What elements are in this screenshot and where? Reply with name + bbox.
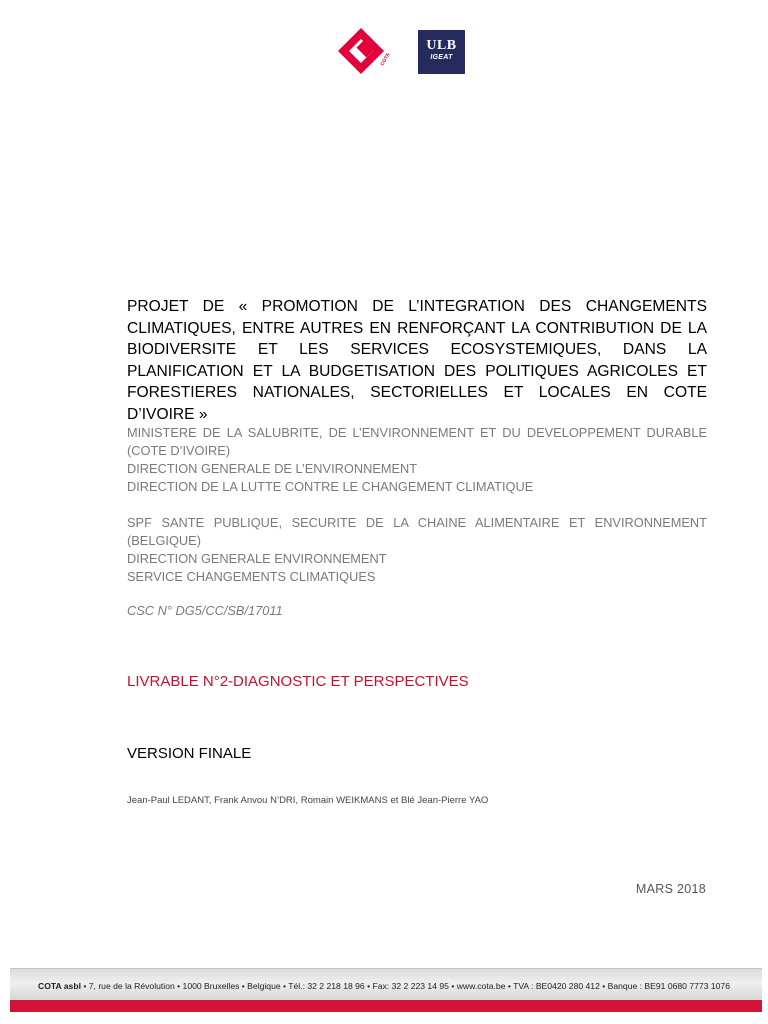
- deliverable-title: LIVRABLE N°2-DIAGNOSTIC ET PERSPECTIVES: [127, 673, 469, 690]
- ulb-igeat-logo: [418, 30, 465, 74]
- footer-accent-bar: [10, 1000, 762, 1012]
- footer-contact-details: • 7, rue de la Révolution • 1000 Bruxelles • Belgique • Tél.: 32 2 218 18 96 • Fax: 32 2 223 14 95 • www.cota.be • TVA : BE0420 280 412 • Banque : BE91 0680 7773 1076: [80, 981, 730, 991]
- document-date: MARS 2018: [635, 882, 706, 896]
- ministry-name: SPF SANTE PUBLIQUE, SECURITE DE LA CHAINE ALIMENTAIRE ET ENVIRONNEMENT (BELGIQUE): [127, 515, 707, 548]
- authors-line: Jean-Paul LEDANT, Frank Anvou N’DRI, Romain WEIKMANS et Blé Jean-Pierre YAO: [127, 795, 489, 806]
- ivory-coast-ministry-block: [127, 424, 707, 496]
- cota-logo: [335, 26, 393, 80]
- ulb-logo-sub-text: IGEAT: [430, 54, 453, 61]
- footer-contact-line: [38, 981, 730, 991]
- header-logos: [0, 26, 768, 82]
- directorate-general: DIRECTION GENERALE ENVIRONNEMENT: [127, 551, 387, 566]
- csc-reference: CSC N° DG5/CC/SB/17011: [127, 603, 283, 618]
- service-name: SERVICE CHANGEMENTS CLIMATIQUES: [127, 569, 376, 584]
- cota-logo-wordmark: COTA: [379, 52, 392, 67]
- ulb-logo-main-text: ULB: [426, 38, 457, 53]
- document-title: PROJET DE « PROMOTION DE L’INTEGRATION DES CHANGEMENTS CLIMATIQUES, ENTRE AUTRES EN RENFORÇANT LA CONTRIBUTION DE LA BIODIVERSITE ET LES SERVICES ECOSYSTEMIQUES, DANS LA PLANIFICATION ET LA BUDGETISATION DES POLITIQUES AGRICOLES ET FORESTIERES NATIONALES, SECTORIELLES ET LOCALES EN COTE D’IVOIRE »: [127, 298, 707, 423]
- directorate: DIRECTION DE LA LUTTE CONTRE LE CHANGEMENT CLIMATIQUE: [127, 479, 534, 494]
- directorate-general: DIRECTION GENERALE DE L’ENVIRONNEMENT: [127, 461, 418, 476]
- ministry-name: MINISTERE DE LA SALUBRITE, DE L’ENVIRONNEMENT ET DU DEVELOPPEMENT DURABLE (COTE D’IVOIRE): [127, 425, 707, 458]
- footer-org-name: COTA asbl: [38, 981, 81, 991]
- version-label: VERSION FINALE: [127, 745, 252, 762]
- belgium-ministry-block: [127, 514, 707, 586]
- footer-band: [10, 968, 762, 1000]
